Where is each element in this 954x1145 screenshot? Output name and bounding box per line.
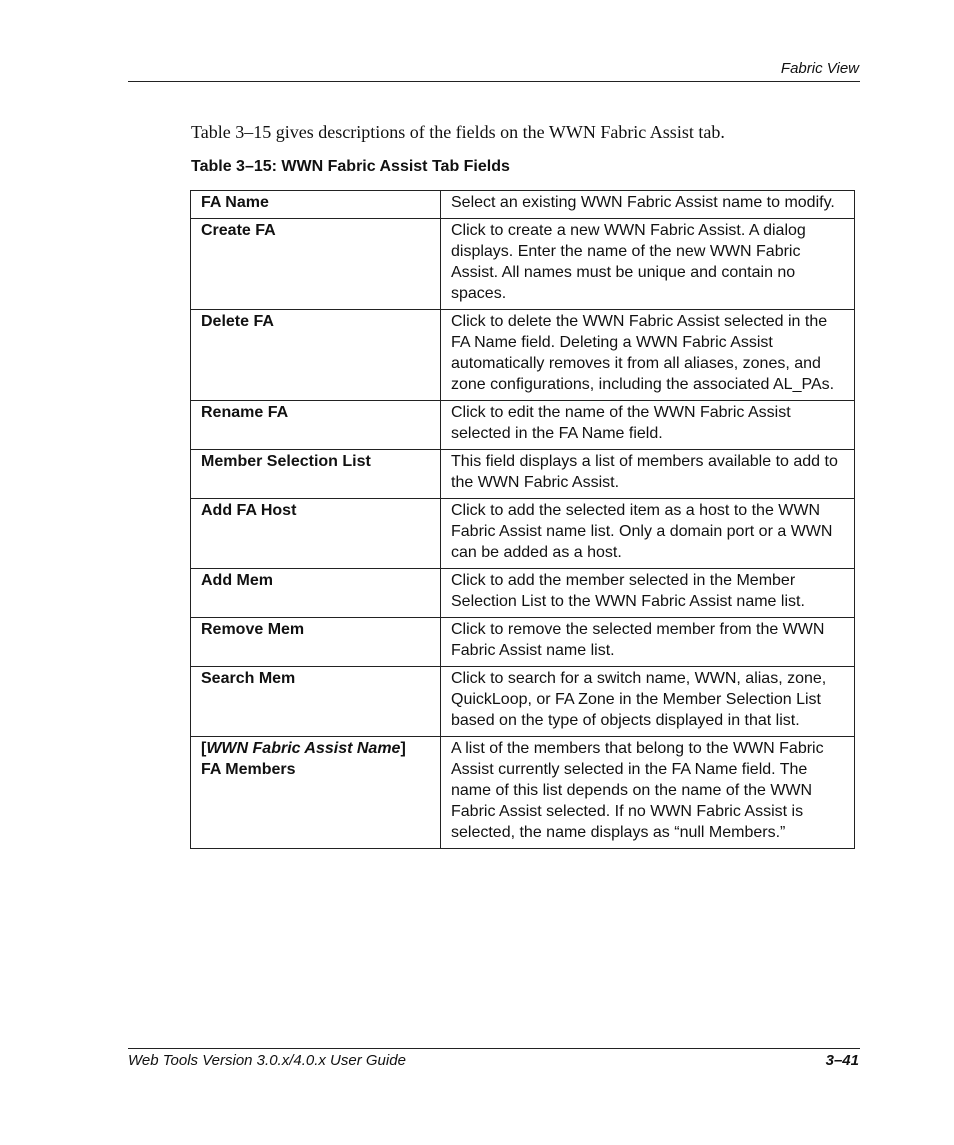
field-name: FA Name bbox=[191, 191, 441, 219]
field-description: Click to add the selected item as a host to the WWN Fabric Assist name list. Only a domain port or a WWN can be added as a host. bbox=[441, 499, 855, 569]
field-description: Click to remove the selected member from the WWN Fabric Assist name list. bbox=[441, 618, 855, 667]
table-caption: Table 3–15: WWN Fabric Assist Tab Fields bbox=[191, 158, 510, 175]
field-name-variable: WWN Fabric Assist Name bbox=[206, 740, 401, 757]
field-name: Add FA Host bbox=[191, 499, 441, 569]
field-name: Create FA bbox=[191, 219, 441, 310]
field-name: Delete FA bbox=[191, 310, 441, 401]
table-row bbox=[191, 450, 855, 499]
table-row bbox=[191, 569, 855, 618]
running-header: Fabric View bbox=[780, 60, 859, 77]
field-description: Click to delete the WWN Fabric Assist selected in the FA Name field. Deleting a WWN Fabric Assist automatically removes it from all aliases, zones, and zone configurations, including the associated AL_PAs. bbox=[441, 310, 855, 401]
header-rule bbox=[128, 81, 860, 82]
field-name: Search Mem bbox=[191, 667, 441, 737]
table-row bbox=[191, 401, 855, 450]
page-number: 3–41 bbox=[825, 1052, 859, 1069]
table-row bbox=[191, 191, 855, 219]
field-description: Select an existing WWN Fabric Assist name to modify. bbox=[441, 191, 855, 219]
field-name: Remove Mem bbox=[191, 618, 441, 667]
field-description: Click to edit the name of the WWN Fabric Assist selected in the FA Name field. bbox=[441, 401, 855, 450]
fields-table bbox=[190, 190, 855, 849]
footer-rule bbox=[128, 1048, 860, 1049]
table-row bbox=[191, 219, 855, 310]
intro-paragraph: Table 3–15 gives descriptions of the fields on the WWN Fabric Assist tab. bbox=[191, 122, 725, 142]
field-name-line2: FA Members bbox=[201, 761, 296, 778]
field-name: Add Mem bbox=[191, 569, 441, 618]
table-row bbox=[191, 737, 855, 849]
field-description: A list of the members that belong to the WWN Fabric Assist currently selected in the FA Name field. The name of this list depends on the name of the WWN Fabric Assist selected. If no WWN Fabric Assist is selected, the name displays as “null Members.” bbox=[441, 737, 855, 849]
field-description: Click to create a new WWN Fabric Assist. A dialog displays. Enter the name of the new WWN Fabric Assist. All names must be unique and contain no spaces. bbox=[441, 219, 855, 310]
field-name: Member Selection List bbox=[191, 450, 441, 499]
table-row bbox=[191, 499, 855, 569]
field-description: Click to search for a switch name, WWN, alias, zone, QuickLoop, or FA Zone in the Member Selection List based on the type of objects displayed in that list. bbox=[441, 667, 855, 737]
field-name bbox=[191, 737, 441, 849]
table-row bbox=[191, 618, 855, 667]
field-description: This field displays a list of members available to add to the WWN Fabric Assist. bbox=[441, 450, 855, 499]
guide-title: Web Tools Version 3.0.x/4.0.x User Guide bbox=[128, 1052, 406, 1069]
table-row bbox=[191, 310, 855, 401]
field-name-bracket-open: [ bbox=[201, 740, 207, 757]
field-name-bracket-close: ] bbox=[400, 740, 406, 757]
table-row bbox=[191, 667, 855, 737]
field-name: Rename FA bbox=[191, 401, 441, 450]
field-description: Click to add the member selected in the Member Selection List to the WWN Fabric Assist name list. bbox=[441, 569, 855, 618]
